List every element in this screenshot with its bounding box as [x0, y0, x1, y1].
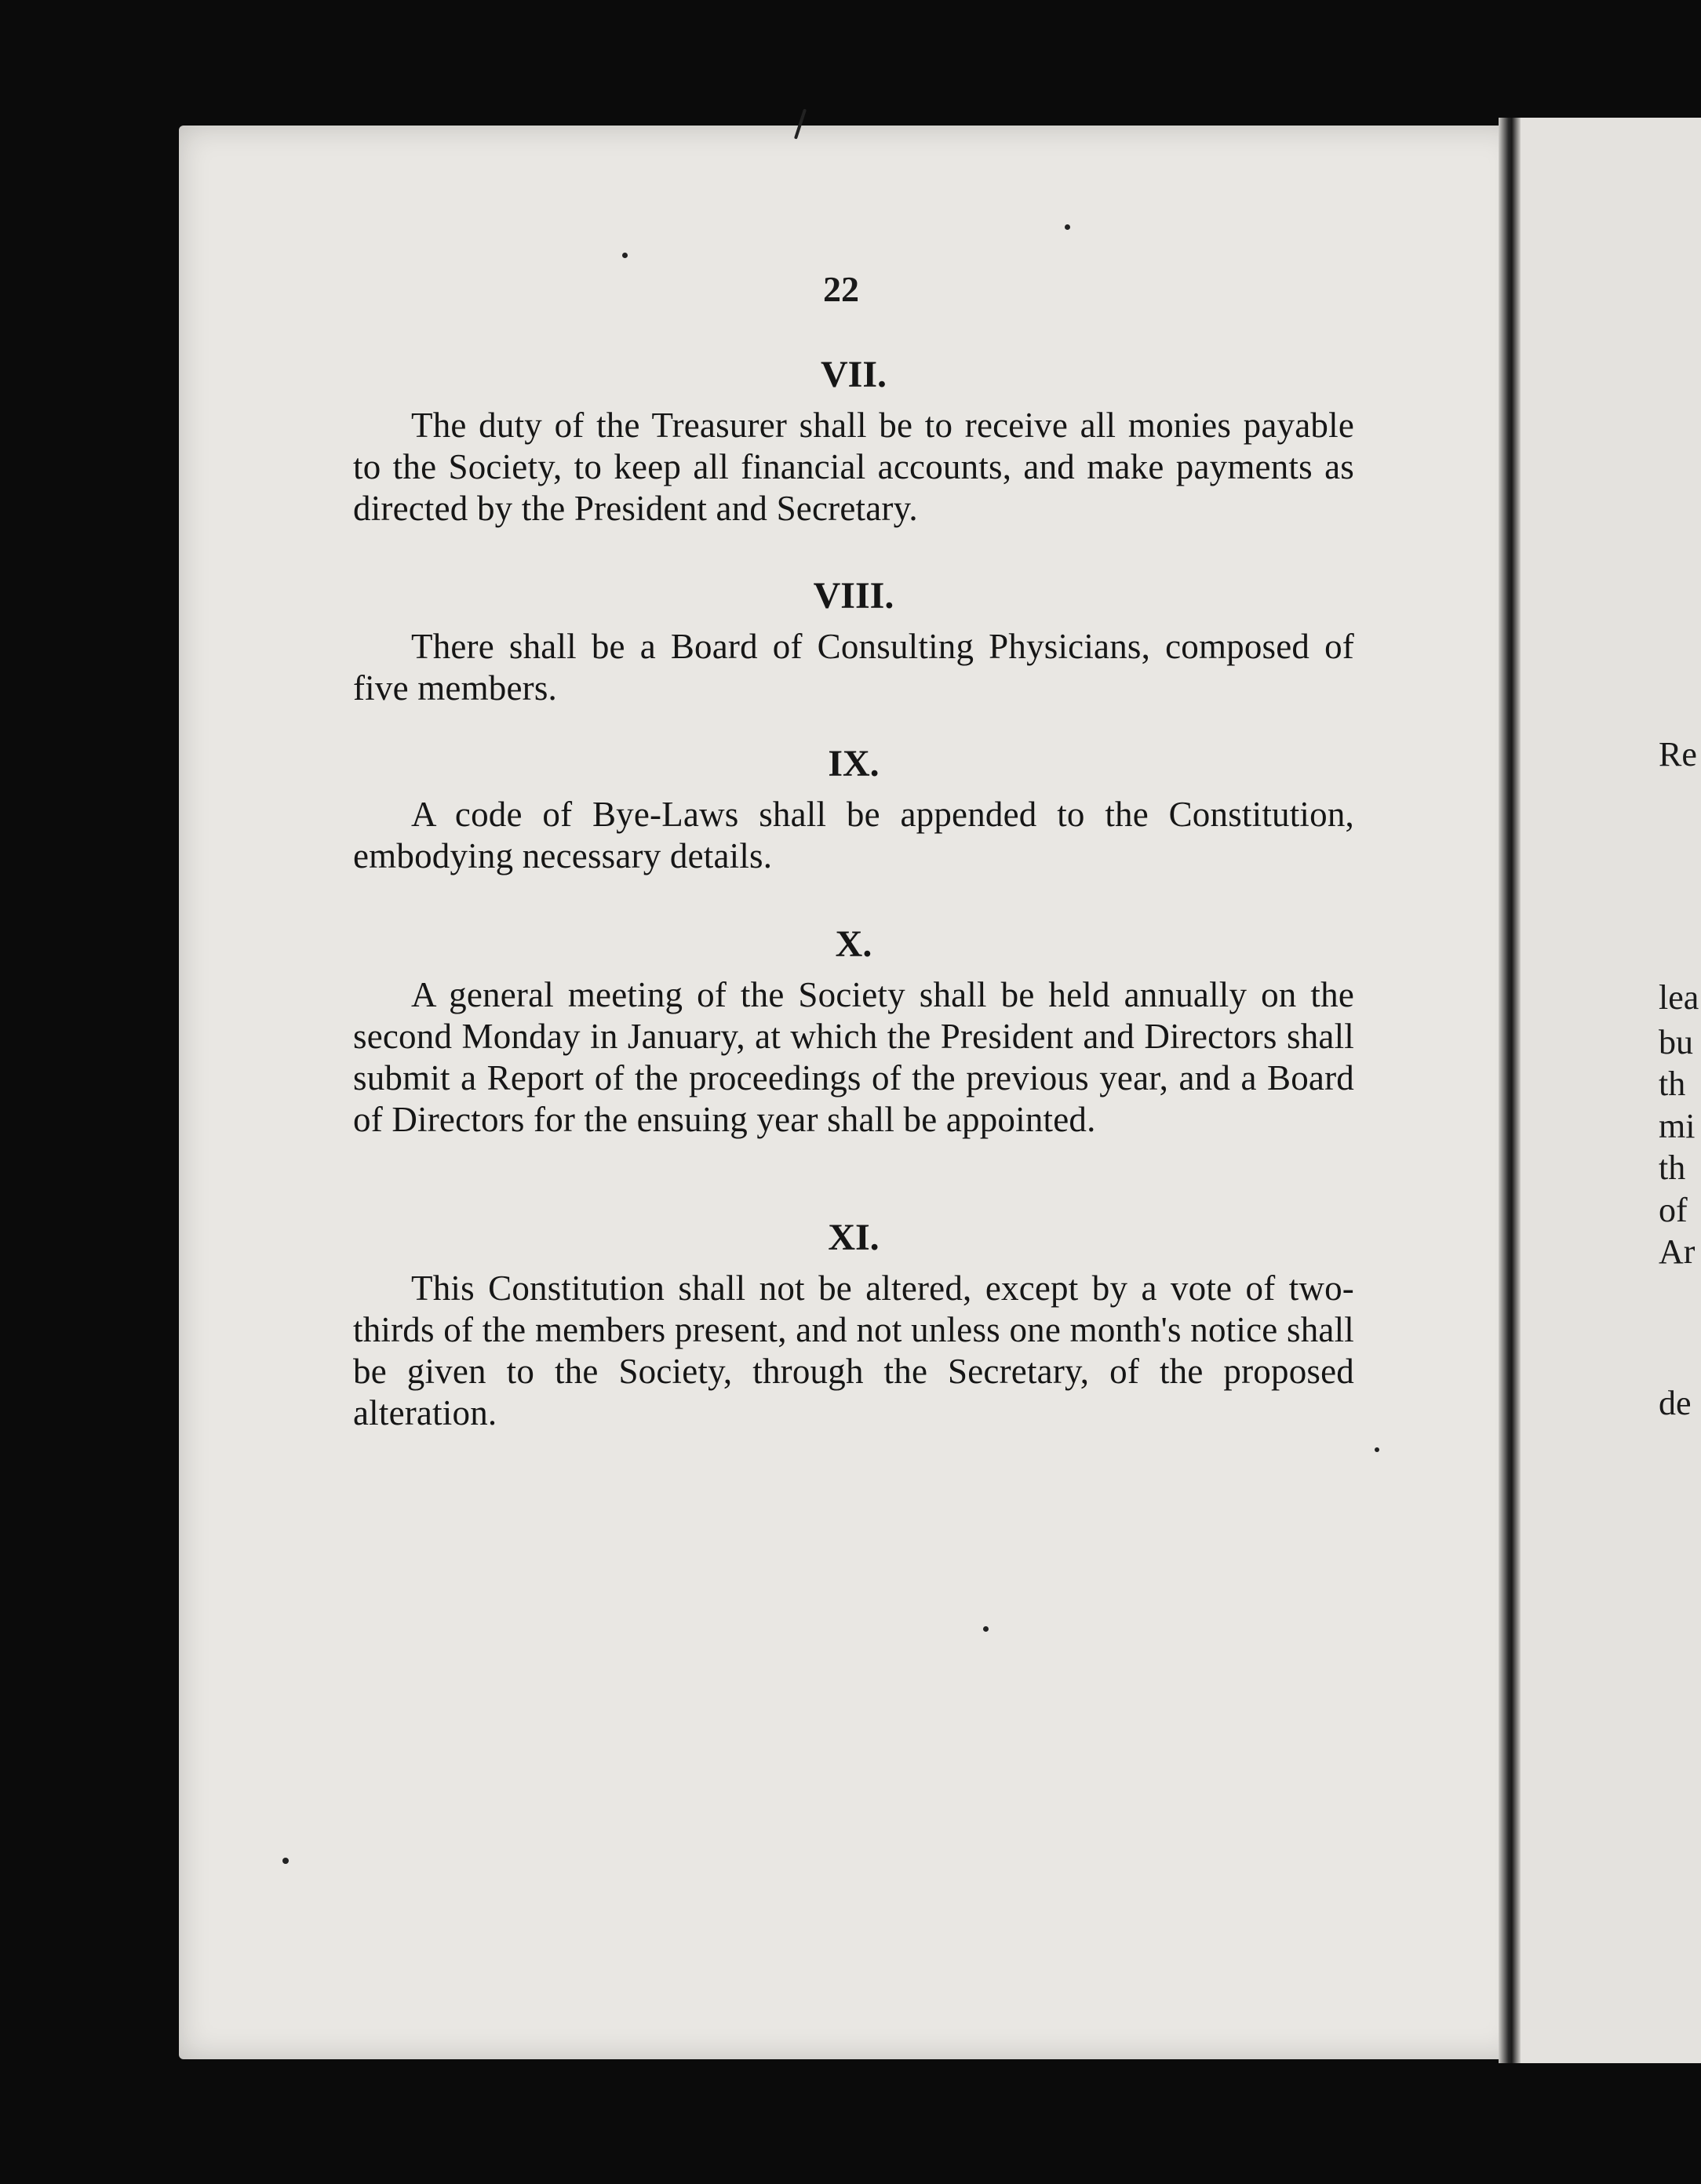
scan-speck [1375, 1447, 1379, 1452]
scan-speck [282, 1858, 289, 1864]
article-text: A code of Bye-Laws shall be appended to the Constitution, embodying necessary details. [353, 795, 1354, 875]
right-page-fragment: th [1659, 1065, 1686, 1103]
article-ix [353, 742, 1354, 877]
scan-speck [622, 253, 628, 258]
article-text: This Constitution shall not be altered, except by a vote of two-thirds of the members present, and not unless one month's notice shall be given to the Society, through the Secretary, of the proposed alteration. [353, 1269, 1354, 1432]
article-text: The duty of the Treasurer shall be to receive all monies payable to the Society, to keep all financial accounts, and make payments as directed by the President and Secretary. [353, 406, 1354, 528]
right-page-edge [1521, 118, 1701, 2063]
scan-speck [983, 1626, 989, 1632]
article-viii [353, 574, 1354, 709]
article-text: A general meeting of the Society shall be held annually on the second Monday in January, at which the President and Directors shall submit a Report of the proceedings of the previous year, and a Board of Directors for the ensuing year shall be appointed. [353, 975, 1354, 1139]
article-x [353, 923, 1354, 1141]
scan-speck [1065, 224, 1070, 230]
right-page-fragment: de [1659, 1384, 1692, 1422]
article-heading: X. [835, 923, 872, 965]
right-page-fragment: bu [1659, 1023, 1693, 1061]
page-number: 22 [823, 269, 859, 309]
right-page-fragment: of [1659, 1191, 1688, 1229]
right-page-fragment: th [1659, 1148, 1686, 1187]
article-heading: VII. [820, 354, 887, 395]
article-heading: IX. [828, 743, 880, 784]
article-heading: VIII. [813, 575, 894, 617]
right-page-fragment: lea [1659, 978, 1699, 1017]
article-text: There shall be a Board of Consulting Physicians, composed of five members. [353, 627, 1354, 708]
right-page-fragment: mi [1659, 1107, 1696, 1145]
right-page-fragment: Re [1659, 735, 1697, 774]
book-gutter [1499, 118, 1521, 2063]
article-heading: XI. [828, 1217, 880, 1258]
right-page-fragment: Ar [1659, 1232, 1696, 1271]
article-vii [353, 353, 1354, 530]
article-xi [353, 1216, 1354, 1434]
